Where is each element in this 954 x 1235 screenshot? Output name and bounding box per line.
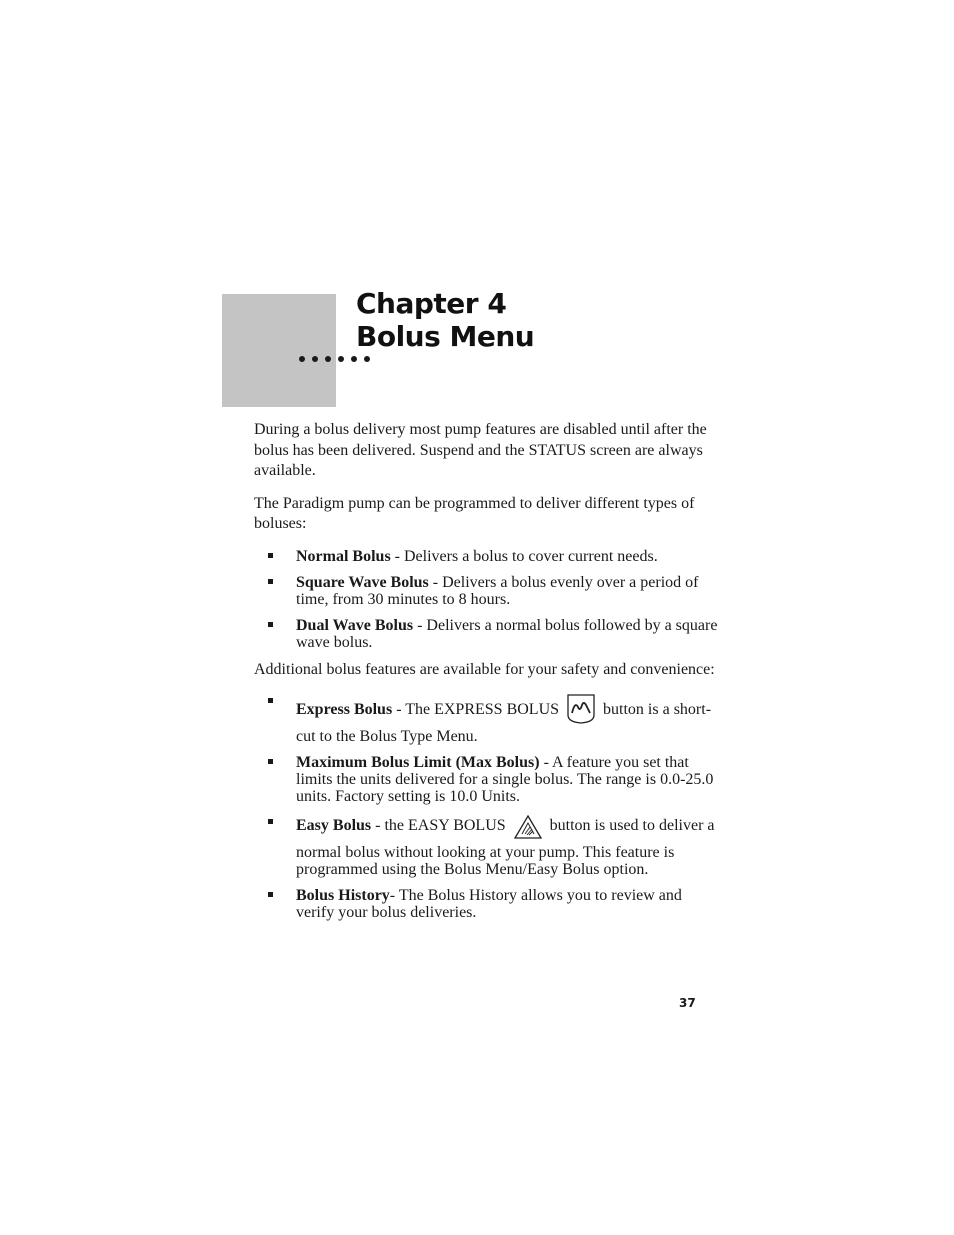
list-item: Bolus History- The Bolus History allows you to review and verify your bolus deliveries.	[254, 887, 718, 921]
intro-paragraph-2: The Paradigm pump can be programmed to deliver different types of boluses:	[254, 494, 695, 532]
easy-bolus-icon	[513, 814, 543, 844]
list-item: Maximum Bolus Limit (Max Bolus) - A feature you set that limits the units delivered for a single bolus. The range is 0.0-25.0 units. Factory setting is 10.0 Units.	[254, 754, 718, 805]
chapter-tab-box	[222, 294, 336, 407]
express-bolus-icon	[566, 693, 596, 728]
term: Normal Bolus	[296, 547, 391, 565]
term: Dual Wave Bolus	[296, 616, 414, 634]
intro-paragraph-1: During a bolus delivery most pump features are disabled until after the bolus has been delivered. Suspend and the STATUS screen are always available.	[254, 421, 707, 479]
list-item: Dual Wave Bolus - Delivers a normal bolus followed by a square wave bolus.	[254, 617, 718, 651]
chapter-number: Chapter 4	[356, 287, 507, 320]
page-content	[254, 420, 718, 930]
decorative-dots	[299, 356, 370, 362]
chapter-name: Bolus Menu	[356, 320, 535, 353]
list-item: Express Bolus - The EXPRESS BOLUS button is a short-cut to the Bolus Type Menu.	[254, 693, 718, 745]
page-number: 37	[679, 996, 696, 1010]
bolus-features-list	[254, 693, 718, 921]
term: Bolus History	[296, 887, 390, 904]
term: Maximum Bolus Limit (Max Bolus)	[296, 754, 540, 771]
list-item: Normal Bolus - Delivers a bolus to cover current needs.	[254, 548, 718, 565]
bolus-types-list	[254, 548, 718, 651]
term: Square Wave Bolus	[296, 573, 429, 591]
list-item: Square Wave Bolus - Delivers a bolus evenly over a period of time, from 30 minutes to 8 hours.	[254, 574, 718, 608]
chapter-title	[356, 287, 534, 353]
term: Easy Bolus	[296, 817, 372, 834]
list-item: Easy Bolus - the EASY BOLUS button is used to deliver a normal bolus without looking at your pump. This feature is programmed using the Bolus Menu/Easy Bolus option.	[254, 814, 718, 878]
features-intro: Additional bolus features are available for your safety and convenience:	[254, 660, 715, 678]
term: Express Bolus	[296, 701, 393, 718]
